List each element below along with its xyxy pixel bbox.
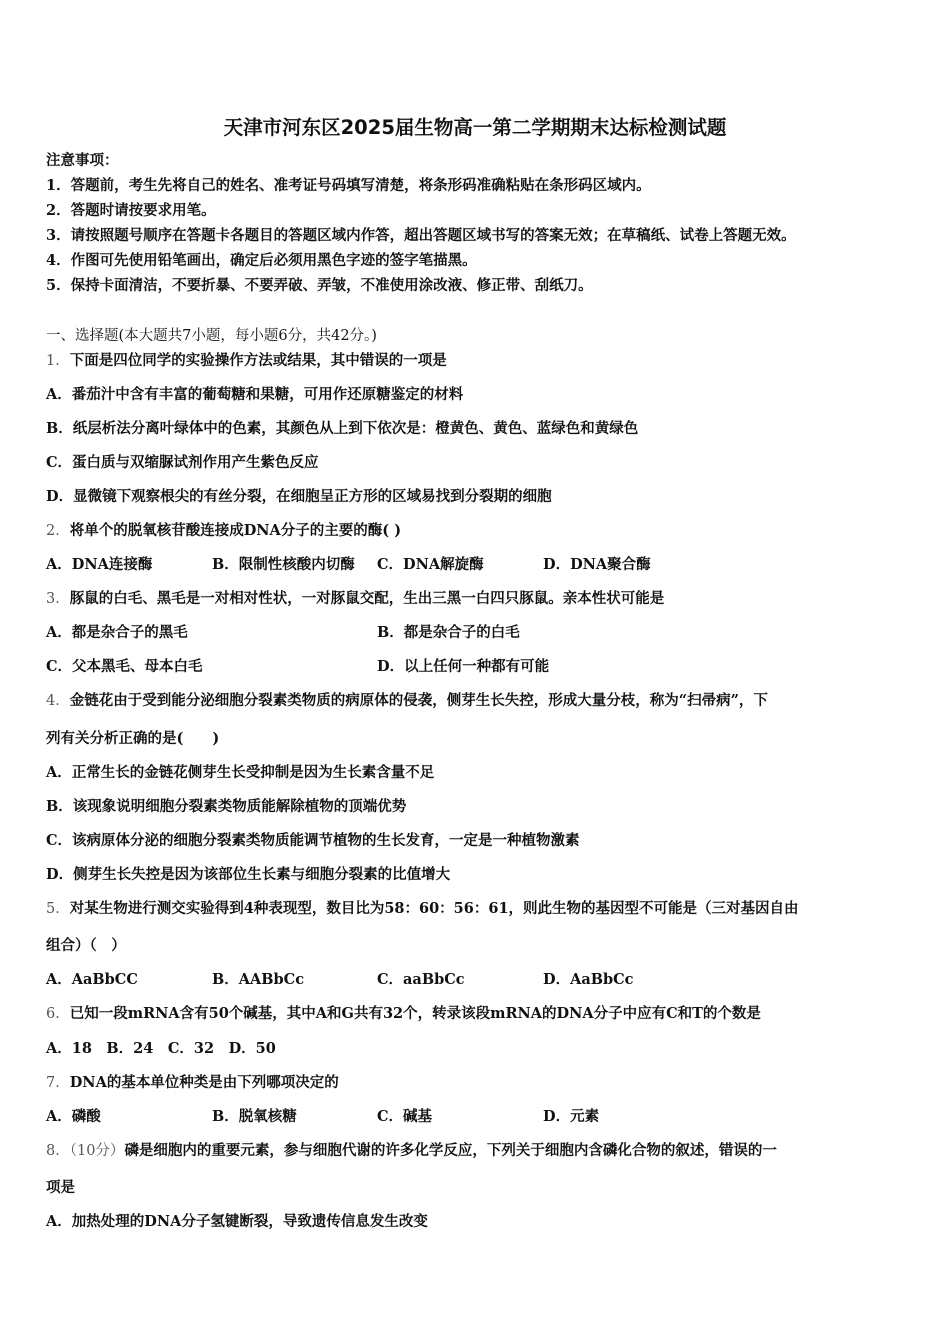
option-b: B．该现象说明细胞分裂素类物质能解除植物的顶端优势: [46, 798, 407, 815]
question-1-stem: [46, 351, 447, 371]
option-a: A．正常生长的金链花侧芽生长受抑制是因为生长素含量不足: [46, 764, 435, 781]
notice-item: 1．答题前，考生先将自己的姓名、准考证号码填写清楚，将条形码准确粘贴在条形码区域内。: [46, 177, 651, 194]
question-text: 豚鼠的白毛、黑毛是一对相对性状，一对豚鼠交配，生出三黑一白四只豚鼠。亲本性状可能是: [69, 590, 665, 607]
question-4-stem-cont: 列有关分析正确的是( ): [46, 730, 220, 747]
option-d: D．显微镜下观察根尖的有丝分裂，在细胞呈正方形的区域易找到分裂期的细胞: [46, 488, 552, 505]
question-number: 2．: [46, 523, 70, 539]
question-number: 6．: [46, 1006, 70, 1022]
option-b: B．限制性核酸内切酶: [212, 556, 355, 573]
option-a: A．AaBbCC: [46, 971, 138, 988]
question-8-stem-cont: 项是: [46, 1179, 75, 1196]
option-d: D．以上任何一种都有可能: [377, 658, 550, 675]
option-c: C．蛋白质与双缩脲试剂作用产生紫色反应: [46, 454, 319, 471]
question-text: 金链花由于受到能分泌细胞分裂素类物质的病原体的侵袭，侧芽生长失控，形成大量分枝，称为“扫帚病”，下: [69, 692, 768, 709]
question-6-stem: [46, 1004, 761, 1024]
option-c: C．该病原体分泌的细胞分裂素类物质能调节植物的生长发育，一定是一种植物激素: [46, 832, 580, 849]
question-3-stem: [46, 589, 664, 609]
page-title: 天津市河东区2025届生物高一第二学期期末达标检测试题: [223, 116, 727, 139]
option-d: D．元素: [543, 1108, 600, 1125]
question-7-stem: [46, 1073, 339, 1093]
option-c: C．父本黑毛、母本白毛: [46, 658, 203, 675]
option-b: B．纸层析法分离叶绿体中的色素，其颜色从上到下依次是：橙黄色、黄色、蓝绿色和黄绿色: [46, 420, 639, 437]
notice-heading: 注意事项：: [46, 152, 119, 169]
option-a: A．都是杂合子的黑毛: [46, 624, 188, 641]
notice-item: 3．请按照题号顺序在答题卡各题目的答题区域内作答，超出答题区域书写的答案无效；在草稿纸、试卷上答题无效。: [46, 227, 796, 244]
option-c: C．aaBbCc: [377, 971, 465, 988]
question-number: 1．: [46, 353, 70, 369]
question-number: 5．: [46, 901, 70, 917]
question-text: 下面是四位同学的实验操作方法或结果，其中错误的一项是: [69, 352, 447, 369]
section-heading: 一、选择题(本大题共7小题，每小题6分，共42分。): [46, 328, 377, 344]
option-d: D．侧芽生长失控是因为该部位生长素与细胞分裂素的比值增大: [46, 866, 451, 883]
question-6-options: A．18 B．24 C．32 D．50: [46, 1040, 276, 1057]
option-a: A．番茄汁中含有丰富的葡萄糖和果糖，可用作还原糖鉴定的材料: [46, 386, 464, 403]
question-2-stem: [46, 521, 401, 541]
option-a: A．磷酸: [46, 1108, 101, 1125]
question-text: DNA的基本单位种类是由下列哪项决定的: [69, 1074, 339, 1091]
question-text: 磷是细胞内的重要元素，参与细胞代谢的许多化学反应，下列关于细胞内含磷化合物的叙述，错误的一: [124, 1142, 777, 1159]
option-b: B．AABbCc: [212, 971, 305, 988]
question-score: （10分）: [69, 1143, 125, 1159]
question-4-stem: [46, 691, 768, 711]
question-number: 7．: [46, 1075, 70, 1091]
notice-item: 2．答题时请按要求用笔。: [46, 202, 216, 219]
option-a: A．DNA连接酶: [46, 556, 153, 573]
option-c: C．碱基: [377, 1108, 433, 1125]
option-a: A．加热处理的DNA分子氢键断裂，导致遗传信息发生改变: [46, 1213, 428, 1230]
option-d: D．AaBbCc: [543, 971, 634, 988]
question-number: 3．: [46, 591, 70, 607]
question-text: 将单个的脱氧核苷酸连接成DNA分子的主要的酶( ): [69, 522, 402, 539]
question-5-stem: [46, 899, 799, 919]
option-c: C．DNA解旋酶: [377, 556, 484, 573]
option-d: D．DNA聚合酶: [543, 556, 651, 573]
question-number: 8．: [46, 1143, 70, 1159]
question-text: 已知一段mRNA含有50个碱基，其中A和G共有32个，转录该段mRNA的DNA分子中应有C和T的个数是: [69, 1005, 761, 1022]
question-number: 4．: [46, 693, 70, 709]
question-text: 对某生物进行测交实验得到4种表现型，数目比为58：60：56：61，则此生物的基因型不可能是（三对基因自由: [69, 900, 799, 917]
notice-item: 4．作图可先使用铅笔画出，确定后必须用黑色字迹的签字笔描黑。: [46, 252, 477, 269]
option-b: B．都是杂合子的白毛: [377, 624, 520, 641]
question-8-stem: [46, 1141, 777, 1161]
option-b: B．脱氧核糖: [212, 1108, 297, 1125]
question-5-stem-cont: 组合）（ ）: [46, 937, 126, 954]
notice-item: 5．保持卡面清洁，不要折暴、不要弄破、弄皱，不准使用涂改液、修正带、刮纸刀。: [46, 277, 593, 294]
